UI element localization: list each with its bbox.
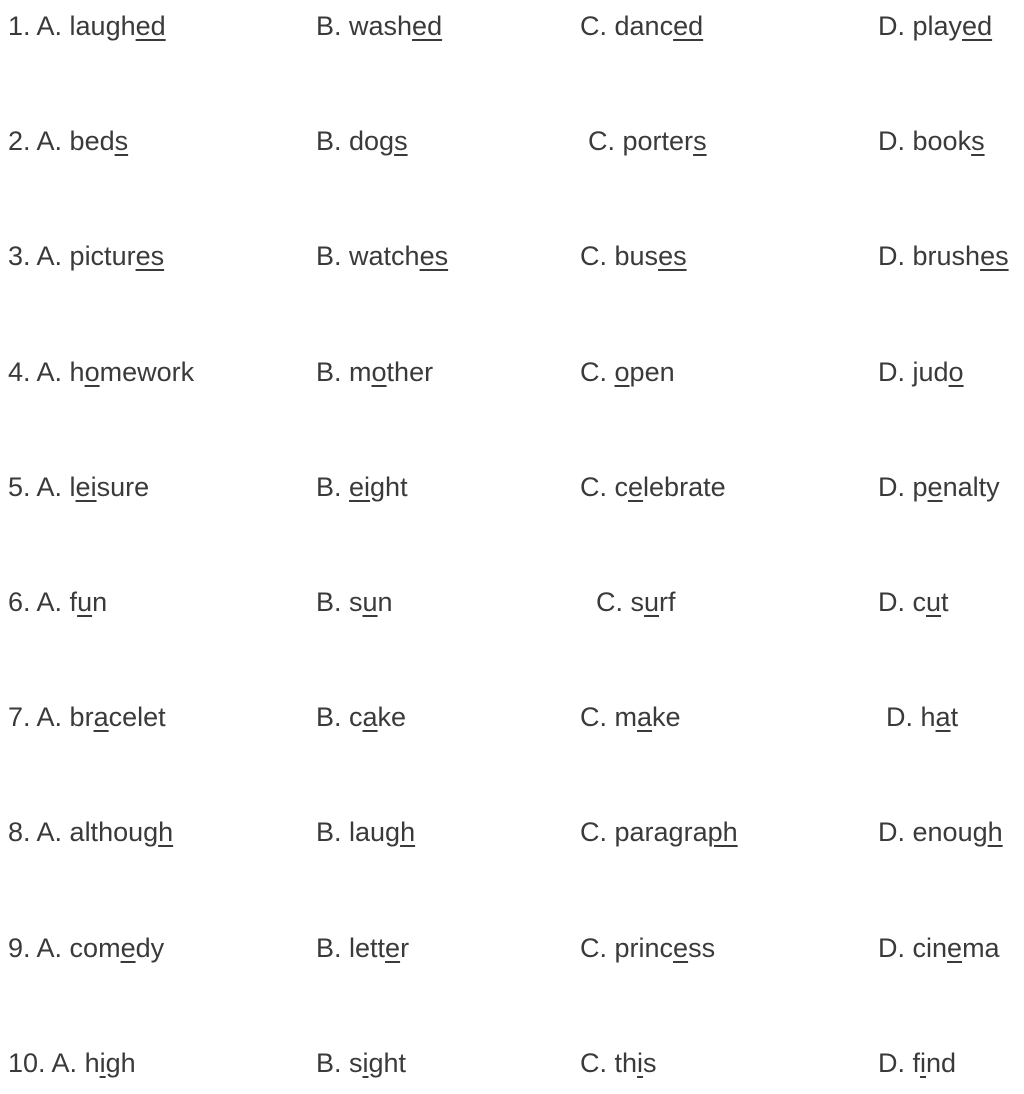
option-label: 6. A. bbox=[8, 587, 70, 617]
underlined-letters: i bbox=[637, 1047, 644, 1078]
word-part: h bbox=[69, 356, 85, 387]
underlined-letters: u bbox=[362, 587, 378, 617]
word-part: ss bbox=[688, 932, 716, 963]
underlined-letters: e bbox=[673, 932, 689, 963]
option-d bbox=[886, 697, 958, 737]
word-part: com bbox=[69, 932, 121, 963]
option-label: 9. A. bbox=[8, 932, 70, 963]
option-b bbox=[316, 928, 409, 968]
word-part: danc bbox=[614, 11, 674, 41]
option-label: B. bbox=[316, 1047, 350, 1078]
word-part: wash bbox=[349, 11, 413, 41]
option-label: B. bbox=[316, 126, 350, 157]
underlined-letters: u bbox=[926, 587, 942, 617]
word-part: f bbox=[69, 587, 78, 617]
underlined-letters: a bbox=[637, 702, 653, 733]
option-label: 5. A. bbox=[8, 471, 70, 502]
option-label: D. bbox=[878, 126, 913, 157]
option-label: C. bbox=[580, 11, 615, 41]
word-part: ke bbox=[652, 702, 681, 733]
option-b bbox=[316, 6, 442, 46]
word-part: mework bbox=[99, 356, 195, 387]
underlined-letters: o bbox=[371, 356, 387, 387]
word-part: paragra bbox=[614, 817, 708, 848]
underlined-letters: e bbox=[120, 932, 136, 963]
option-a bbox=[8, 6, 166, 46]
underlined-letters: e bbox=[927, 471, 943, 502]
underlined-letters: a bbox=[935, 702, 951, 733]
option-label: 7. A. bbox=[8, 702, 70, 733]
underlined-letters: ed bbox=[412, 11, 443, 41]
word-part: brush bbox=[912, 241, 981, 272]
word-part: t bbox=[941, 587, 949, 617]
underlined-letters: e bbox=[628, 471, 644, 502]
underlined-letters: a bbox=[93, 702, 109, 733]
option-label: 2. A. bbox=[8, 126, 70, 157]
option-label: C. bbox=[596, 587, 631, 617]
underlined-letters: ei bbox=[349, 471, 371, 502]
option-label: C. bbox=[588, 126, 623, 157]
underlined-letters: es bbox=[980, 241, 1009, 272]
underlined-letters: o bbox=[614, 356, 630, 387]
option-c bbox=[580, 467, 726, 507]
word-part: s bbox=[349, 587, 363, 617]
option-b bbox=[316, 1043, 406, 1083]
underlined-letters: ed bbox=[673, 11, 704, 41]
option-label: B. bbox=[316, 817, 350, 848]
option-label: D. bbox=[878, 932, 913, 963]
word-part: t bbox=[950, 702, 959, 733]
option-label: C. bbox=[580, 241, 615, 272]
option-c bbox=[580, 352, 675, 392]
option-label: D. bbox=[878, 11, 913, 41]
option-label: C. bbox=[580, 471, 615, 502]
option-label: B. bbox=[316, 11, 350, 41]
option-label: D. bbox=[886, 702, 921, 733]
option-label: 10. A. bbox=[8, 1047, 85, 1078]
underlined-letters: h bbox=[400, 817, 416, 848]
word-part: sure bbox=[96, 471, 150, 502]
word-part: n bbox=[92, 587, 108, 617]
option-d bbox=[878, 582, 949, 622]
option-a bbox=[8, 697, 166, 737]
question-5 bbox=[0, 467, 1024, 507]
option-label: 3. A. bbox=[8, 241, 70, 272]
word-part: n bbox=[377, 587, 393, 617]
option-label: B. bbox=[316, 587, 350, 617]
word-part: dy bbox=[135, 932, 165, 963]
word-part: watch bbox=[349, 241, 420, 272]
option-label: B. bbox=[316, 932, 350, 963]
word-part: celet bbox=[108, 702, 166, 733]
option-label: D. bbox=[878, 471, 913, 502]
word-part: play bbox=[912, 11, 963, 41]
option-a bbox=[8, 812, 173, 852]
underlined-letters: s bbox=[693, 126, 707, 157]
option-a bbox=[8, 467, 149, 507]
option-c bbox=[580, 697, 681, 737]
option-d bbox=[878, 121, 985, 161]
word-part: nalty bbox=[942, 471, 1000, 502]
option-a bbox=[8, 582, 107, 622]
option-a bbox=[8, 928, 164, 968]
option-d bbox=[878, 6, 992, 46]
question-1 bbox=[0, 6, 1024, 46]
underlined-letters: ed bbox=[962, 11, 993, 41]
word-part: laugh bbox=[69, 11, 136, 41]
word-part: m bbox=[614, 702, 638, 733]
word-part: f bbox=[912, 1047, 921, 1078]
word-part: h bbox=[920, 702, 936, 733]
option-c bbox=[588, 121, 707, 161]
option-d bbox=[878, 352, 964, 392]
underlined-letters: e bbox=[385, 932, 401, 963]
underlined-letters: u bbox=[644, 587, 660, 617]
word-part: bed bbox=[69, 126, 115, 157]
option-label: C. bbox=[580, 932, 615, 963]
option-b bbox=[316, 812, 415, 852]
word-part: r bbox=[400, 932, 410, 963]
option-b bbox=[316, 467, 408, 507]
word-part: br bbox=[69, 702, 94, 733]
option-b bbox=[316, 236, 448, 276]
option-a bbox=[8, 236, 164, 276]
word-part: althoug bbox=[69, 817, 159, 848]
word-part: porter bbox=[622, 126, 694, 157]
word-part: jud bbox=[912, 356, 949, 387]
option-label: D. bbox=[878, 1047, 913, 1078]
word-part: gh bbox=[105, 1047, 136, 1078]
option-label: D. bbox=[878, 817, 913, 848]
underlined-letters: i bbox=[362, 1047, 369, 1078]
underlined-letters: o bbox=[948, 356, 964, 387]
word-part: s bbox=[643, 1047, 657, 1078]
word-part: enoug bbox=[912, 817, 988, 848]
word-part: ma bbox=[962, 932, 1000, 963]
word-part: c bbox=[614, 471, 629, 502]
option-c bbox=[580, 6, 703, 46]
question-10 bbox=[0, 1043, 1024, 1083]
option-label: B. bbox=[316, 471, 350, 502]
word-part: pen bbox=[629, 356, 675, 387]
option-d bbox=[878, 236, 1009, 276]
word-part: c bbox=[912, 587, 927, 617]
option-b bbox=[316, 697, 406, 737]
word-part: m bbox=[349, 356, 372, 387]
option-b bbox=[316, 582, 393, 622]
word-part: c bbox=[349, 702, 363, 733]
option-c bbox=[580, 236, 687, 276]
option-c bbox=[580, 1043, 657, 1083]
word-part: ght bbox=[370, 471, 408, 502]
option-label: D. bbox=[878, 587, 913, 617]
option-label: C. bbox=[580, 702, 615, 733]
question-8 bbox=[0, 812, 1024, 852]
underlined-letters: s bbox=[114, 126, 129, 157]
question-4 bbox=[0, 352, 1024, 392]
option-label: D. bbox=[878, 356, 913, 387]
underlined-letters: s bbox=[394, 126, 408, 157]
option-label: C. bbox=[580, 1047, 615, 1078]
word-part: bus bbox=[614, 241, 659, 272]
underlined-letters: a bbox=[362, 702, 378, 733]
underlined-letters: ei bbox=[75, 471, 97, 502]
option-label: B. bbox=[316, 702, 350, 733]
option-d bbox=[878, 1043, 956, 1083]
word-part: rf bbox=[659, 587, 676, 617]
option-label: D. bbox=[878, 241, 913, 272]
option-label: 8. A. bbox=[8, 817, 70, 848]
underlined-letters: h bbox=[158, 817, 174, 848]
option-label: C. bbox=[580, 356, 615, 387]
option-a bbox=[8, 121, 128, 161]
word-part: th bbox=[614, 1047, 638, 1078]
underlined-letters: es bbox=[419, 241, 449, 272]
question-9 bbox=[0, 928, 1024, 968]
word-part: laug bbox=[349, 817, 401, 848]
underlined-letters: e bbox=[947, 932, 963, 963]
option-label: C. bbox=[580, 817, 615, 848]
option-b bbox=[316, 121, 408, 161]
underlined-letters: es bbox=[658, 241, 687, 272]
word-part: princ bbox=[614, 932, 674, 963]
word-part: s bbox=[349, 1047, 363, 1078]
underlined-letters: i bbox=[920, 1047, 927, 1078]
option-a bbox=[8, 352, 194, 392]
underlined-letters: o bbox=[84, 356, 100, 387]
word-part: ke bbox=[377, 702, 407, 733]
word-part: dog bbox=[349, 126, 395, 157]
question-6 bbox=[0, 582, 1024, 622]
underlined-letters: ed bbox=[135, 11, 166, 41]
underlined-letters: i bbox=[99, 1047, 106, 1078]
word-part: ther bbox=[386, 356, 434, 387]
option-a bbox=[8, 1043, 136, 1083]
option-d bbox=[878, 812, 1003, 852]
word-part: h bbox=[84, 1047, 100, 1078]
word-part: ght bbox=[368, 1047, 407, 1078]
option-d bbox=[878, 928, 1000, 968]
option-b bbox=[316, 352, 433, 392]
question-2 bbox=[0, 121, 1024, 161]
word-part: lett bbox=[349, 932, 386, 963]
underlined-letters: es bbox=[135, 241, 165, 272]
word-part: s bbox=[630, 587, 645, 617]
underlined-letters: u bbox=[77, 587, 93, 617]
option-label: B. bbox=[316, 356, 350, 387]
word-part: l bbox=[69, 471, 76, 502]
underlined-letters: s bbox=[971, 126, 985, 157]
word-part: cin bbox=[912, 932, 948, 963]
word-part: nd bbox=[926, 1047, 957, 1078]
option-label: 4. A. bbox=[8, 356, 70, 387]
word-part: p bbox=[912, 471, 928, 502]
option-d bbox=[878, 467, 1000, 507]
option-label: 1. A. bbox=[8, 11, 70, 41]
option-c bbox=[580, 812, 738, 852]
question-3 bbox=[0, 236, 1024, 276]
option-c bbox=[596, 582, 676, 622]
word-part: pictur bbox=[69, 241, 136, 272]
option-c bbox=[580, 928, 715, 968]
underlined-letters: ph bbox=[707, 817, 738, 848]
option-label: B. bbox=[316, 241, 350, 272]
underlined-letters: h bbox=[987, 817, 1003, 848]
word-part: lebrate bbox=[643, 471, 726, 502]
word-part: book bbox=[912, 126, 972, 157]
question-7 bbox=[0, 697, 1024, 737]
